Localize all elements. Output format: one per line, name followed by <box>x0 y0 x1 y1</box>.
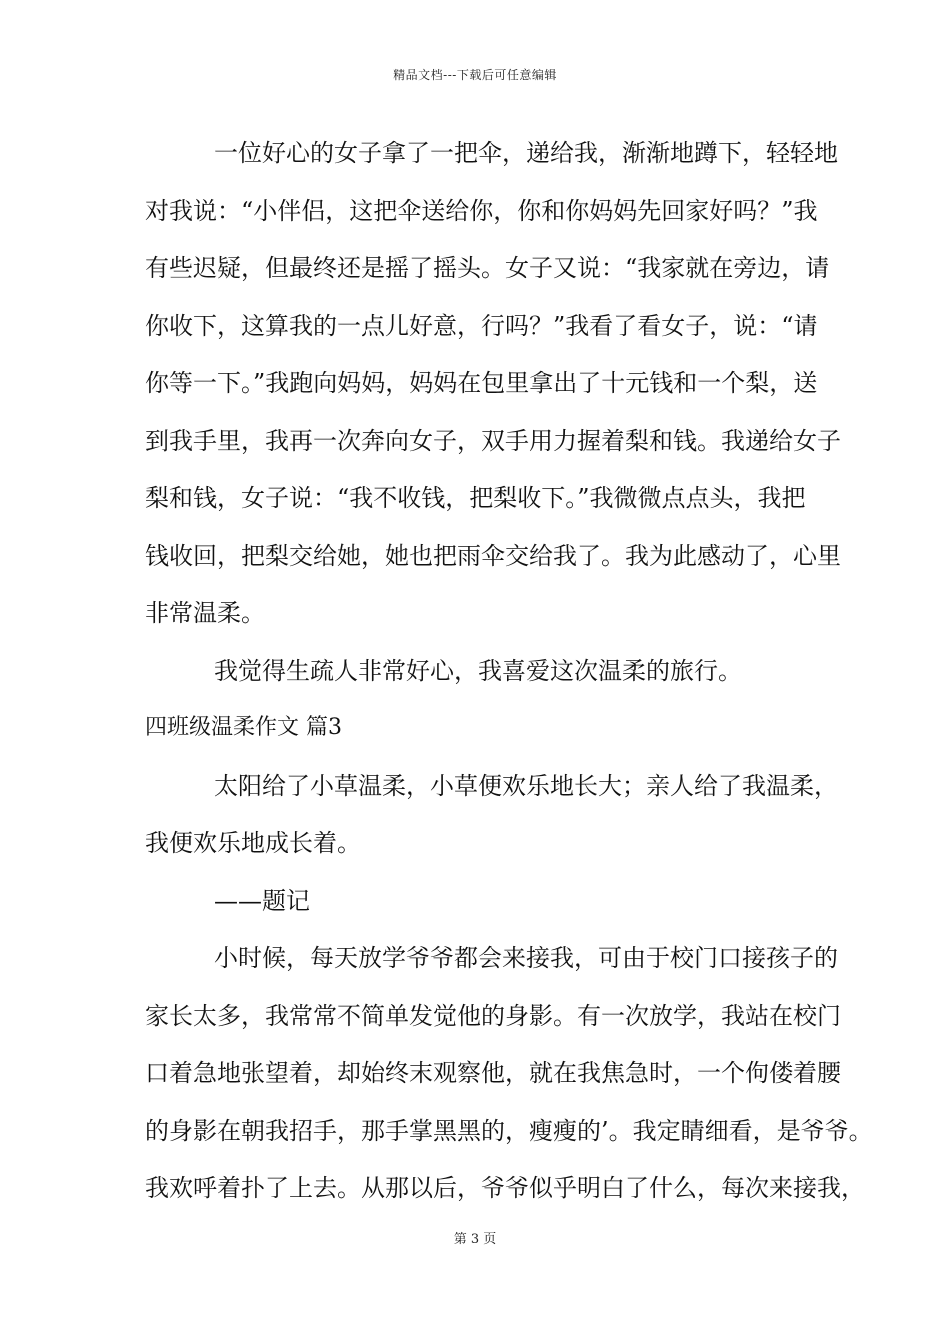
text-line: 太阳给了小草温柔，小草便欢乐地长大；亲人给了我温柔， <box>214 771 838 800</box>
text-line: 我觉得生疏人非常好心，我喜爱这次温柔的旅行。 <box>214 656 742 685</box>
text-line: 口着急地张望着，却始终末观察他，就在我焦急时，一个佝偻着腰 <box>145 1059 841 1087</box>
document-body <box>145 133 873 1226</box>
epigraph-attribution: ——题记 <box>214 886 310 915</box>
text-line: 你收下，这算我的一点儿好意，行吗？”我看了看女子，说：“请 <box>145 311 818 340</box>
text-line: 的身影在朝我招手，那手掌黑黑的，瘦瘦的’。我定睛细看，是爷爷。 <box>145 1116 873 1145</box>
text-line: 梨和钱，女子说：“我不收钱，把梨收下。”我微微点点头，我把 <box>145 484 806 512</box>
text-line: 非常温柔。 <box>145 599 265 627</box>
text-line: 一位好心的女子拿了一把伞，递给我，渐渐地蹲下，轻轻地 <box>214 139 838 167</box>
text-line: 对我说：“小伴侣，这把伞送给你，你和你妈妈先回家好吗？”我 <box>145 196 818 225</box>
text-line: 你等一下。”我跑向妈妈，妈妈在包里拿出了十元钱和一个梨，送 <box>145 369 818 397</box>
page-number: 第 3 页 <box>453 1232 497 1247</box>
text-line: 我便欢乐地成长着。 <box>145 829 361 857</box>
text-line: 有些迟疑，但最终还是摇了摇头。女子又说：“我家就在旁边，请 <box>145 254 830 282</box>
section-heading: 四班级温柔作文 篇3 <box>145 715 342 740</box>
text-line: 我欢呼着扑了上去。从那以后，爷爷似乎明白了什么，每次来接我， <box>145 1174 865 1202</box>
text-line: 小时候，每天放学爷爷都会来接我，可由于校门口接孩子的 <box>214 944 838 972</box>
page-header: 精品文档---下载后可任意编辑 <box>393 68 557 82</box>
text-line: 家长太多，我常常不简单发觉他的身影。有一次放学，我站在校门 <box>145 1001 841 1030</box>
text-line: 到我手里，我再一次奔向女子，双手用力握着梨和钱。我递给女子 <box>145 426 841 455</box>
text-line: 钱收回，把梨交给她，她也把雨伞交给我了。我为此感动了，心里 <box>145 541 841 570</box>
